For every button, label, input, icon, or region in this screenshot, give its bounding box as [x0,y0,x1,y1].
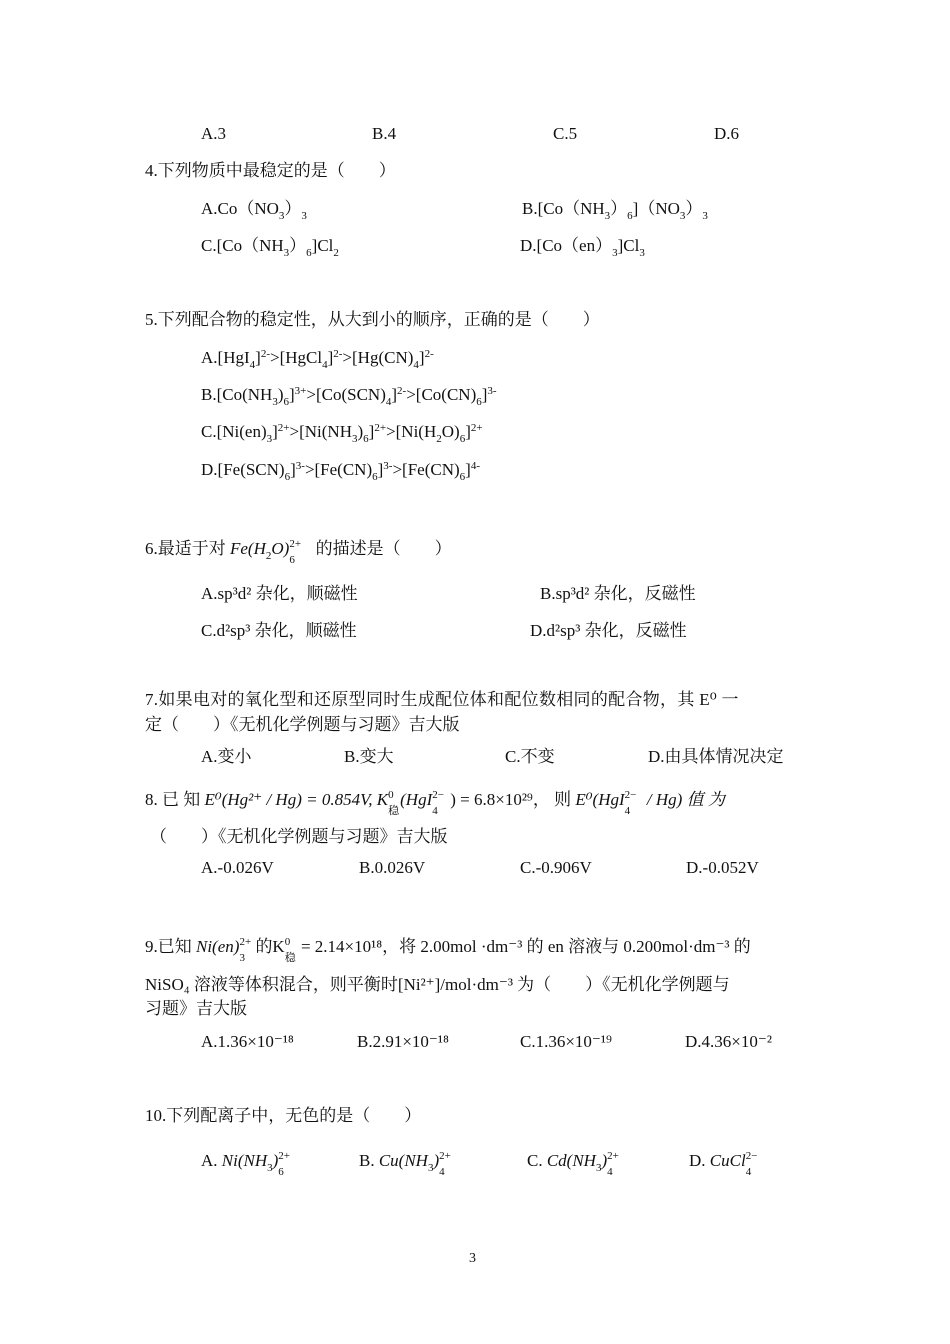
q10-b-stack: 2+ 4 [439,1150,451,1178]
q5-option-b: $B.[Co(NH_3)_6]^{3+}>[Co(SCN)_4]^{2-}>[Co(CN)_6]^{3-}$ [201,385,497,408]
q9-option-a: A.1.36×10⁻¹⁸ [201,1032,294,1051]
q9-ni-stack: 2+ 3 [239,936,252,964]
q7-stem-line1: 7.如果电对的氧化型和还原型同时生成配位体和配位数相同的配合物，其 E⁰ 一 [145,690,739,709]
q10-option-b: B. $Cu(NH_3)$ 2+ 4 [359,1150,455,1172]
q6-stem: 6.最适于对 $Fe(H_2O)$ 2+ 6 的描述是（ ） [145,538,452,566]
q7-option-c: C.不变 [505,747,555,766]
q8-option-a: A.-0.026V [201,858,274,877]
q8-option-c: C.-0.906V [520,858,592,877]
q8-stem-line2: （ ）《无机化学例题与习题》吉大版 [150,827,448,846]
q7-option-b: B.变大 [344,747,394,766]
q7-option-a: A.变小 [201,747,252,766]
q10-option-a: A. $Ni(NH_3)$ 2+ 6 [201,1150,294,1172]
q6-charge-stack: 2+ 6 [289,538,302,566]
q3-option-b: B.4 [372,124,397,143]
q4-option-b: $B.[Co(NH_3)_6](NO_3)_3$ [522,199,708,222]
q5-option-c: $C.[Ni(en)_3]^{2+}>[Ni(NH_3)_6]^{2+}>[Ni(H_2O)_6]^{2+}$ [201,422,483,445]
q10-a-stack: 2+ 6 [278,1150,291,1178]
q8-option-b: B.0.026V [359,858,426,877]
q10-option-d: D. CuCl 2− 4 [689,1150,762,1172]
q9-option-c: C.1.36×10⁻¹⁹ [520,1032,612,1051]
q9-k-stack: 0 稳 [284,936,296,964]
q4-stem: 4.下列物质中最稳定的是（ ） [145,161,396,180]
q5-option-d: $D.[Fe(SCN)_6]^{3-}>[Fe(CN)_6]^{3-}>[Fe(CN)_6]^{4-}$ [201,460,480,483]
q8-option-d: D.-0.052V [686,858,759,877]
q8-hgi-stack: 2− 4 [432,789,444,817]
q9-option-d: D.4.36×10⁻² [685,1032,772,1051]
q7-option-d: D.由具体情况决定 [648,747,784,766]
q9-stem-line2: NiSO₄ 溶液等体积混合，则平衡时[Ni²⁺]/mol·dm⁻³ 为（ ）《无机化学例题与 [145,975,730,994]
q10-c-stack: 2+ 4 [607,1150,619,1178]
q4-option-d: $D.[Co(en)_3]Cl_3$ [520,236,645,259]
q10-d-stack: 2− 4 [745,1150,758,1178]
page-number: 3 [469,1251,476,1266]
q8-hgi2-stack: 2− 4 [624,789,637,817]
q5-stem: 5.下列配合物的稳定性，从大到小的顺序，正确的是（ ） [145,310,600,329]
q6-option-a: A.sp³d² 杂化，顺磁性 [201,584,358,603]
q8-k-stack: 0 稳 [388,789,400,817]
q4-option-c: $C.[Co(NH_3)_6]Cl_2$ [201,236,339,259]
q10-stem: 10.下列配离子中，无色的是（ ） [145,1106,422,1125]
q6-option-b: B.sp³d² 杂化，反磁性 [540,584,696,603]
q8-stem-line1: 8. 已 知 E⁰(Hg²⁺ / Hg) = 0.854V, K 0 稳 (HgI 2− 4 ) = 6.8×10²⁹， 则 E⁰(HgI 2− 4 / Hg) 值 为 [145,789,725,817]
q4-option-a: $A.Co(NO_3)_3$ [201,199,307,222]
q3-option-c: C.5 [553,124,578,143]
q6-option-c: C.d²sp³ 杂化，顺磁性 [201,621,357,640]
q3-option-a: A.3 [201,124,227,143]
q10-option-c: C. $Cd(NH_3)$ 2+ 4 [527,1150,623,1172]
q3-option-d: D.6 [714,124,740,143]
q6-option-d: D.d²sp³ 杂化，反磁性 [530,621,687,640]
q9-stem-line3: 习题》吉大版 [145,999,247,1018]
q5-option-a: $A.[HgI_4]^{2-}>[HgCl_4]^{2-}>[Hg(CN)_4]^{2-}$ [201,348,434,371]
q7-stem-line2: 定（ ）《无机化学例题与习题》吉大版 [145,715,460,734]
q9-stem-line1: 9.已知 Ni(en) 2+ 3 的K 0 稳 = 2.14×10¹⁸，将 2.00mol ·dm⁻³ 的 en 溶液与 0.200mol·dm⁻³ 的 [145,936,751,964]
q9-option-b: B.2.91×10⁻¹⁸ [357,1032,449,1051]
